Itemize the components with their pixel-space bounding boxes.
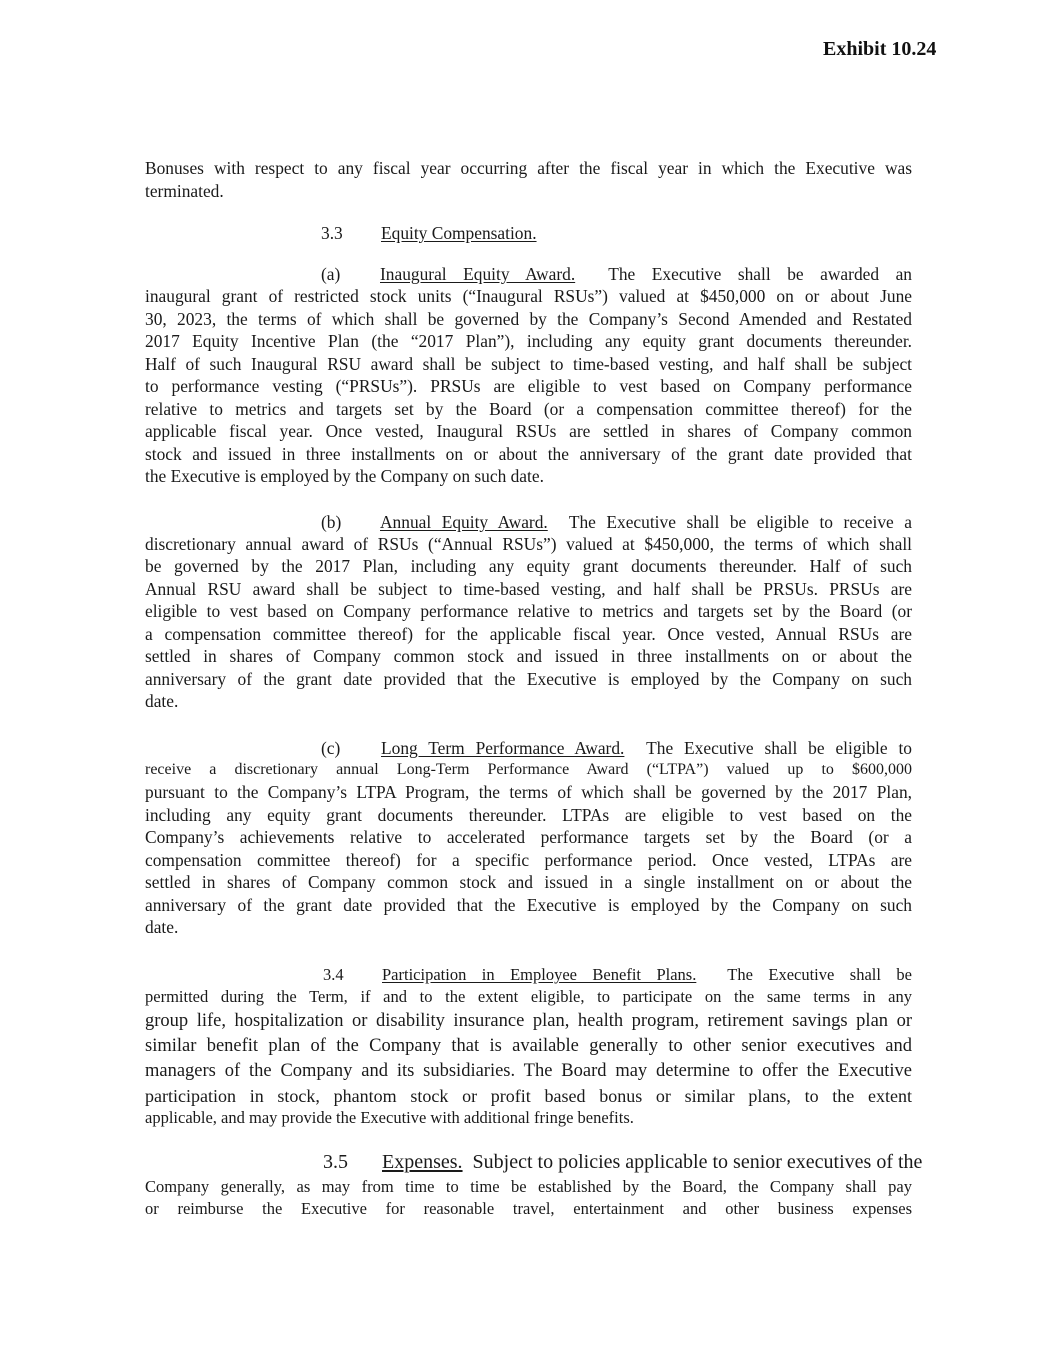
paragraph-line: participation in stock, phantom stock or profit based bonus or similar plans, to the extent [145, 1086, 912, 1106]
paragraph-line: terminated. [145, 181, 224, 201]
paragraph-line: anniversary of the grant date provided that the Executive is employed by the Company on such [145, 895, 912, 915]
section-title: Participation in Employee Benefit Plans. [382, 965, 697, 984]
paragraph-line: discretionary annual award of RSUs (“Annual RSUs”) valued at $450,000, the terms of which shall [145, 534, 912, 554]
section-title: Expenses. [382, 1151, 463, 1173]
paragraph-line: permitted during the Term, if and to the extent eligible, to participate on the same terms in any [145, 987, 912, 1006]
paragraph-line: applicable, and may provide the Executive with additional fringe benefits. [145, 1108, 634, 1127]
paragraph-line: similar benefit plan of the Company that is available generally to other senior executives and [145, 1036, 912, 1056]
subsection-text: The Executive shall be awarded an [608, 264, 912, 284]
subsection-text: The Executive shall be eligible to receive a [568, 512, 912, 532]
paragraph-line: date. [145, 917, 179, 937]
section-heading-3-3 [321, 222, 537, 245]
paragraph-line: settled in shares of Company common stock and issued in a single installment on or about the [145, 872, 912, 892]
paragraph-line: pursuant to the Company’s LTPA Program, the terms of which shall be governed by the 2017 Plan, [145, 782, 912, 802]
paragraph-line: receive a discretionary annual Long-Term Performance Award (“LTPA”) valued up to $600,000 [145, 761, 912, 778]
section-number: 3.3 [321, 223, 343, 243]
paragraph-line: Bonuses with respect to any fiscal year occurring after the fiscal year in which the Executive was [145, 158, 912, 178]
paragraph-line: the Executive is employed by the Company on such date. [145, 466, 544, 486]
section-text: Subject to policies applicable to senior executives of the [472, 1151, 923, 1173]
subsection-label: (b) [321, 512, 342, 532]
paragraph-line: 2017 Equity Incentive Plan (the “2017 Plan”), including any equity grant documents thereunder. [145, 331, 912, 351]
paragraph-line: inaugural grant of restricted stock units (“Inaugural RSUs”) valued at $450,000 on or about June [145, 286, 912, 306]
paragraph-line: date. [145, 691, 179, 711]
section-heading-3-4 [323, 964, 912, 987]
paragraph-line: group life, hospitalization or disability insurance plan, health program, retirement savings plan or [145, 1011, 912, 1031]
paragraph-line: to performance vesting (“PRSUs”). PRSUs are eligible to vest based on Company performance [145, 376, 912, 396]
paragraph-line: managers of the Company and its subsidiaries. The Board may determine to offer the Executive [145, 1061, 912, 1081]
subsection-b-first-line [321, 511, 912, 534]
paragraph-line: applicable fiscal year. Once vested, Inaugural RSUs are settled in shares of Company common [145, 421, 912, 441]
subsection-title: Annual Equity Award. [380, 512, 548, 532]
section-number: 3.4 [323, 965, 344, 984]
section-title: Equity Compensation. [381, 223, 537, 243]
subsection-a-first-line [321, 263, 912, 286]
paragraph-line: Company’s achievements relative to accelerated performance targets set by the Board (or a [145, 827, 912, 847]
paragraph-line: be governed by the 2017 Plan, including any equity grant documents thereunder. Half of such [145, 556, 912, 576]
paragraph-line: relative to metrics and targets set by the Board (or a compensation committee thereof) for the [145, 399, 912, 419]
paragraph-line: Company generally, as may from time to time be established by the Board, the Company shall pay [145, 1177, 912, 1196]
subsection-label: (a) [321, 264, 341, 284]
exhibit-label: Exhibit 10.24 [823, 38, 937, 60]
subsection-title: Long Term Performance Award. [381, 738, 625, 758]
paragraph-line: anniversary of the grant date provided that the Executive is employed by the Company on such [145, 669, 912, 689]
subsection-label: (c) [321, 738, 341, 758]
subsection-c-first-line [321, 737, 912, 760]
paragraph-line: stock and issued in three installments on or about the anniversary of the grant date provided that [145, 444, 912, 464]
paragraph-line: Half of such Inaugural RSU award shall be subject to time-based vesting, and half shall be subject [145, 354, 912, 374]
paragraph-line: compensation committee thereof) for a specific performance period. Once vested, LTPAs are [145, 850, 912, 870]
section-text: The Executive shall be [727, 965, 912, 984]
section-number: 3.5 [323, 1151, 348, 1173]
paragraph-line: including any equity grant documents thereunder. LTPAs are eligible to vest based on the [145, 805, 912, 825]
paragraph-line: 30, 2023, the terms of which shall be governed by the Company’s Second Amended and Restated [145, 309, 912, 329]
subsection-title: Inaugural Equity Award. [380, 264, 576, 284]
paragraph-line: or reimburse the Executive for reasonable travel, entertainment and other business expenses [145, 1199, 912, 1218]
paragraph-line: eligible to vest based on Company performance relative to metrics and targets set by the Board (or [145, 601, 912, 621]
paragraph-line: a compensation committee thereof) for the applicable fiscal year. Once vested, Annual RSUs are [145, 624, 912, 644]
paragraph-line: settled in shares of Company common stock and issued in three installments on or about the [145, 646, 912, 666]
section-heading-3-5 [323, 1151, 923, 1174]
paragraph-line: Annual RSU award shall be subject to time-based vesting, and half shall be PRSUs. PRSUs are [145, 579, 912, 599]
subsection-text: The Executive shall be eligible to [646, 738, 913, 758]
